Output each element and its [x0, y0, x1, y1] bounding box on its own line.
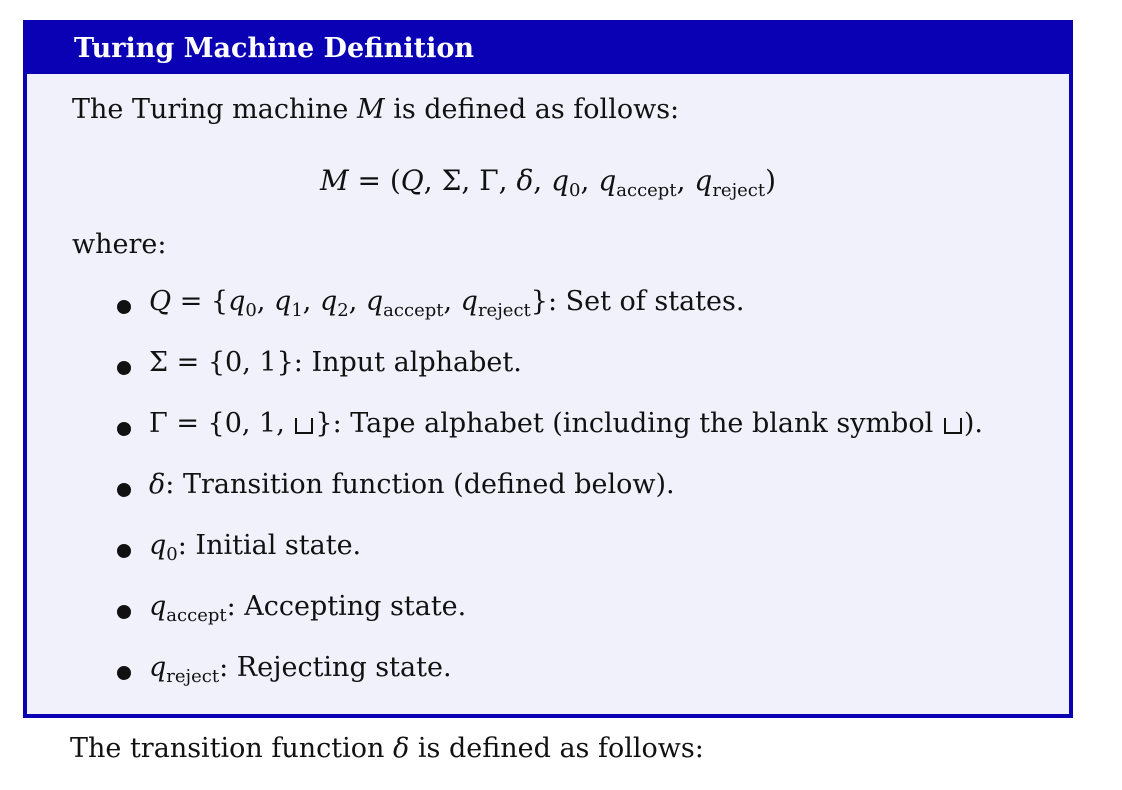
eq-gamma: Γ: [479, 164, 499, 197]
eq-comma: ,: [533, 164, 552, 197]
list-item-tape-alphabet: [117, 408, 983, 469]
eq-comma: ,: [461, 164, 480, 197]
eq-q0: q: [551, 164, 570, 197]
bullet-icon: [117, 483, 131, 497]
after-text-post: is defined as follows:: [409, 733, 704, 764]
eq-q: Q: [400, 164, 424, 197]
bullet-icon: [117, 544, 131, 558]
box-title: Turing Machine Definition: [27, 24, 1069, 74]
eq-qreject-sub: reject: [712, 180, 766, 201]
eq-qreject: q: [694, 164, 713, 197]
eq-comma: ,: [498, 164, 517, 197]
bullet-icon: [117, 666, 131, 680]
list-item-rejecting-state: [117, 652, 983, 713]
tape-alphabet-text: Γ = {0, 1, }: Tape alphabet (including the blank symbol ).: [149, 408, 983, 439]
bullet-icon: [117, 605, 131, 619]
blank-symbol-icon: [944, 418, 962, 434]
list-item-states: [117, 286, 983, 347]
where-label: where:: [72, 229, 167, 260]
eq-comma: ,: [676, 164, 695, 197]
eq-qaccept: q: [598, 164, 617, 197]
after-var-delta: δ: [393, 733, 410, 764]
bullet-icon: [117, 300, 131, 314]
transition-intro-sentence: [70, 733, 704, 764]
list-item-accepting-state: [117, 591, 983, 652]
rejecting-state-text: $q_{reject}$: Rejecting state.: [149, 652, 452, 687]
eq-sign: = (: [348, 164, 401, 197]
eq-q0-sub: 0: [569, 180, 581, 201]
list-item-transition: [117, 469, 983, 530]
eq-comma: ,: [423, 164, 442, 197]
list-item-initial-state: [117, 530, 983, 591]
eq-lhs: M: [319, 164, 349, 197]
bullet-icon: [117, 422, 131, 436]
list-item-input-alphabet: [117, 347, 983, 408]
intro-var-m: M: [356, 94, 385, 125]
after-text-pre: The transition function: [70, 733, 394, 764]
states-text: $Q = \{q_0$, $q_1$, $q_2$, $q_{accept}$, $q_{reject}$}: Set of states.: [149, 286, 745, 321]
bullet-icon: [117, 361, 131, 375]
eq-delta: δ: [516, 164, 534, 197]
intro-text-pre: The Turing machine: [72, 94, 357, 125]
transition-text: δ: Transition function (defined below).: [149, 469, 675, 500]
input-alphabet-text: Σ = {0, 1}: Input alphabet.: [149, 347, 522, 378]
eq-sigma: Σ: [441, 164, 462, 197]
definition-box: [23, 20, 1073, 718]
intro-text-post: is defined as follows:: [384, 94, 680, 125]
tuple-equation: [27, 164, 1069, 201]
accepting-state-text: $q_{accept}$: Accepting state.: [149, 591, 467, 626]
eq-close: ): [765, 164, 777, 197]
eq-comma: ,: [580, 164, 599, 197]
intro-sentence: [72, 94, 679, 125]
blank-symbol-icon: [295, 418, 313, 434]
eq-qaccept-sub: accept: [616, 180, 677, 201]
definition-list: [117, 286, 983, 713]
initial-state-text: $q_0$: Initial state.: [149, 530, 362, 565]
